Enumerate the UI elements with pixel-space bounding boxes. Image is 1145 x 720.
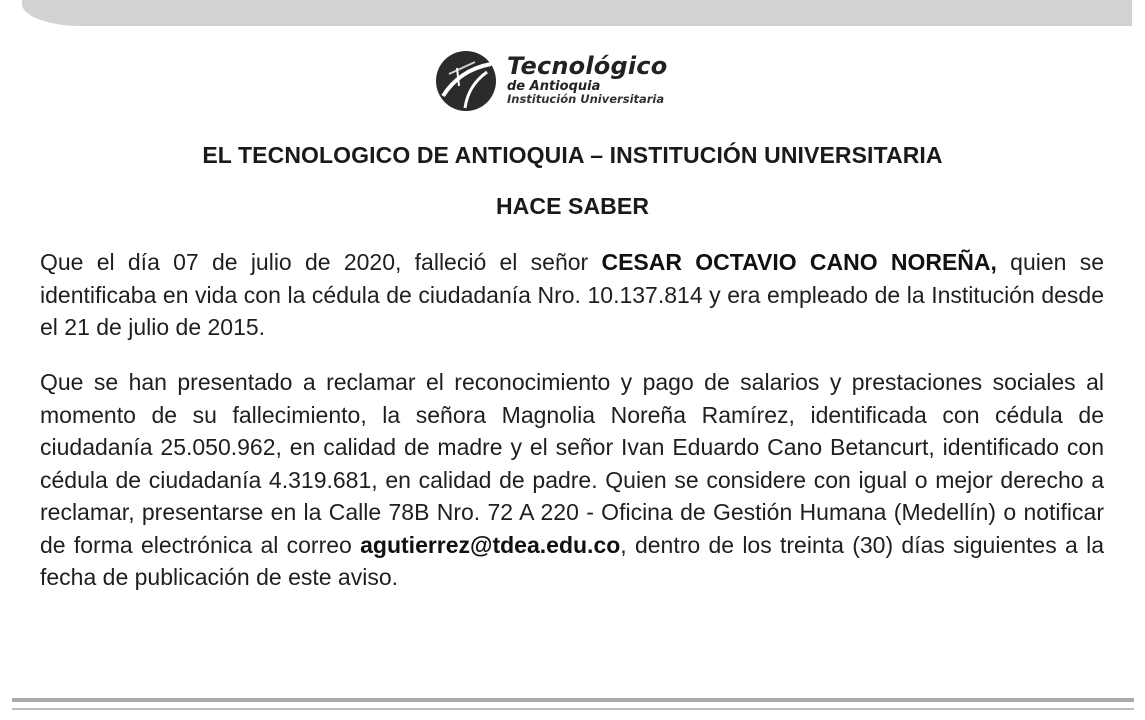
deceased-name: CESAR OCTAVIO CANO NOREÑA, — [601, 249, 997, 275]
logo-name: Tecnológico — [507, 52, 668, 80]
paragraph2-text-end: , dentro de los treinta (30) días siguientes a la fecha de publicación de este aviso. — [40, 531, 1104, 590]
logo-mark-icon — [435, 50, 497, 112]
document-title: EL TECNOLOGICO DE ANTIOQUIA – INSTITUCIÓN UNIVERSITARIA — [202, 142, 943, 168]
logo-text — [507, 54, 667, 106]
paragraph-death-notice — [40, 246, 1104, 344]
bottom-rule-thick — [12, 698, 1134, 702]
logo-tagline: Institución Universitaria — [507, 92, 665, 106]
paragraph1-text-end: quien se identificaba en vida con la cédula de ciudadanía Nro. 10.137.814 y era empleado de la Institución desde el 21 de julio de 2015. — [40, 249, 1105, 340]
document-subtitle: HACE SABER — [495, 193, 650, 219]
paragraph1-text-start: Que el día 07 de julio de 2020, falleció el señor — [40, 249, 602, 275]
paragraph-claim-notice — [40, 366, 1104, 594]
paragraph2-text-start: Que se han presentado a reclamar el reconocimiento y pago de salarios y prestaciones sociales al momento de su fallecimiento, la señora Magnolia Noreña Ramírez, identificada con cédula de ciudadanía 25.050.962, en calidad de madre y el señor Ivan Eduardo Cano Betancurt, identificado con cédula de ciudadanía 4.319.681, en calidad de padre. Quien se considere con igual o mejor derecho a reclamar, presentarse en la Calle 78B Nro. 72 A 220 - Oficina de Gestión Humana (Medellín) o notificar de forma electrónica al correo — [40, 369, 1104, 558]
institution-logo — [435, 50, 725, 114]
logo-subtitle: de Antioquia — [507, 79, 601, 94]
contact-email: agutierrez@tdea.edu.co — [360, 531, 621, 558]
top-decorative-bar — [22, 0, 1132, 26]
bottom-rule-thin — [12, 708, 1134, 710]
